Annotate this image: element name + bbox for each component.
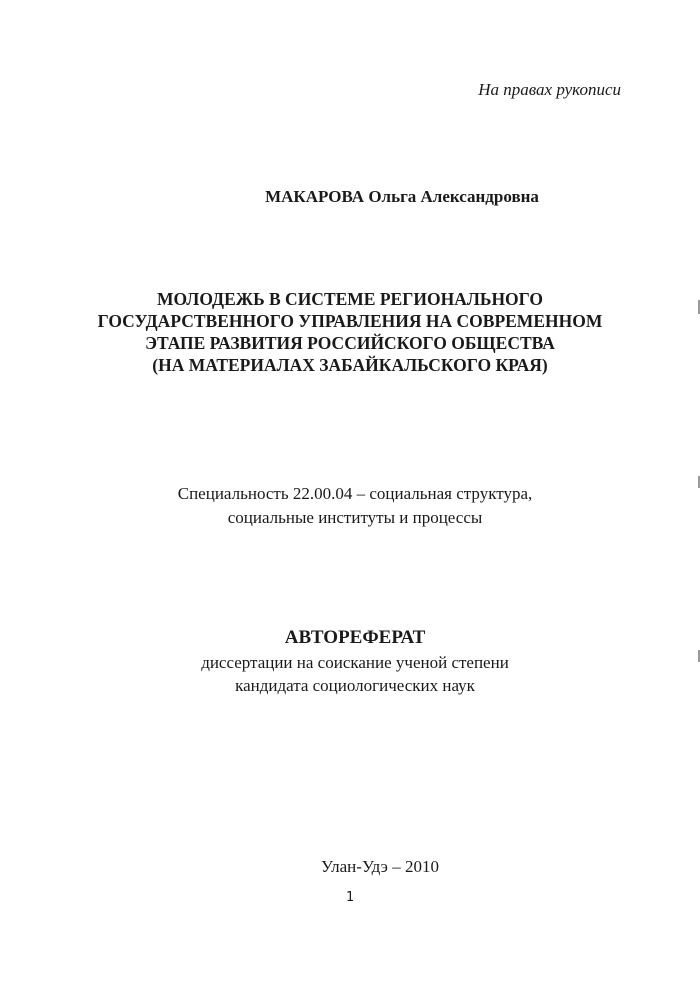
specialty-line: Специальность 22.00.04 – социальная структура,: [177, 484, 533, 503]
place-year: Улан-Удэ – 2010: [321, 857, 439, 876]
manuscript-rights-note: На правах рукописи: [478, 80, 621, 99]
abstract-line: диссертации на соискание ученой степени: [201, 653, 509, 672]
title-line: (НА МАТЕРИАЛАХ ЗАБАЙКАЛЬСКОГО КРАЯ): [152, 355, 548, 375]
title-line: МОЛОДЕЖЬ В СИСТЕМЕ РЕГИОНАЛЬНОГО: [157, 289, 543, 309]
title-line: ЭТАПЕ РАЗВИТИЯ РОССИЙСКОГО ОБЩЕСТВА: [145, 333, 555, 353]
author-surname: МАКАРОВА: [265, 187, 365, 206]
title-line: ГОСУДАРСТВЕННОГО УПРАВЛЕНИЯ НА СОВРЕМЕННОМ: [97, 311, 603, 331]
author-name: [52, 187, 700, 207]
specialty-line: социальные институты и процессы: [227, 508, 483, 527]
abstract-line: кандидата социологических наук: [235, 676, 475, 695]
page-number: 1: [346, 890, 355, 905]
abstract-description: [5, 651, 700, 697]
specialty-block: [5, 482, 700, 530]
author-given-names: Ольга Александровна: [368, 187, 539, 206]
abstract-heading: АВТОРЕФЕРАТ: [284, 627, 426, 648]
dissertation-title: [0, 288, 700, 376]
